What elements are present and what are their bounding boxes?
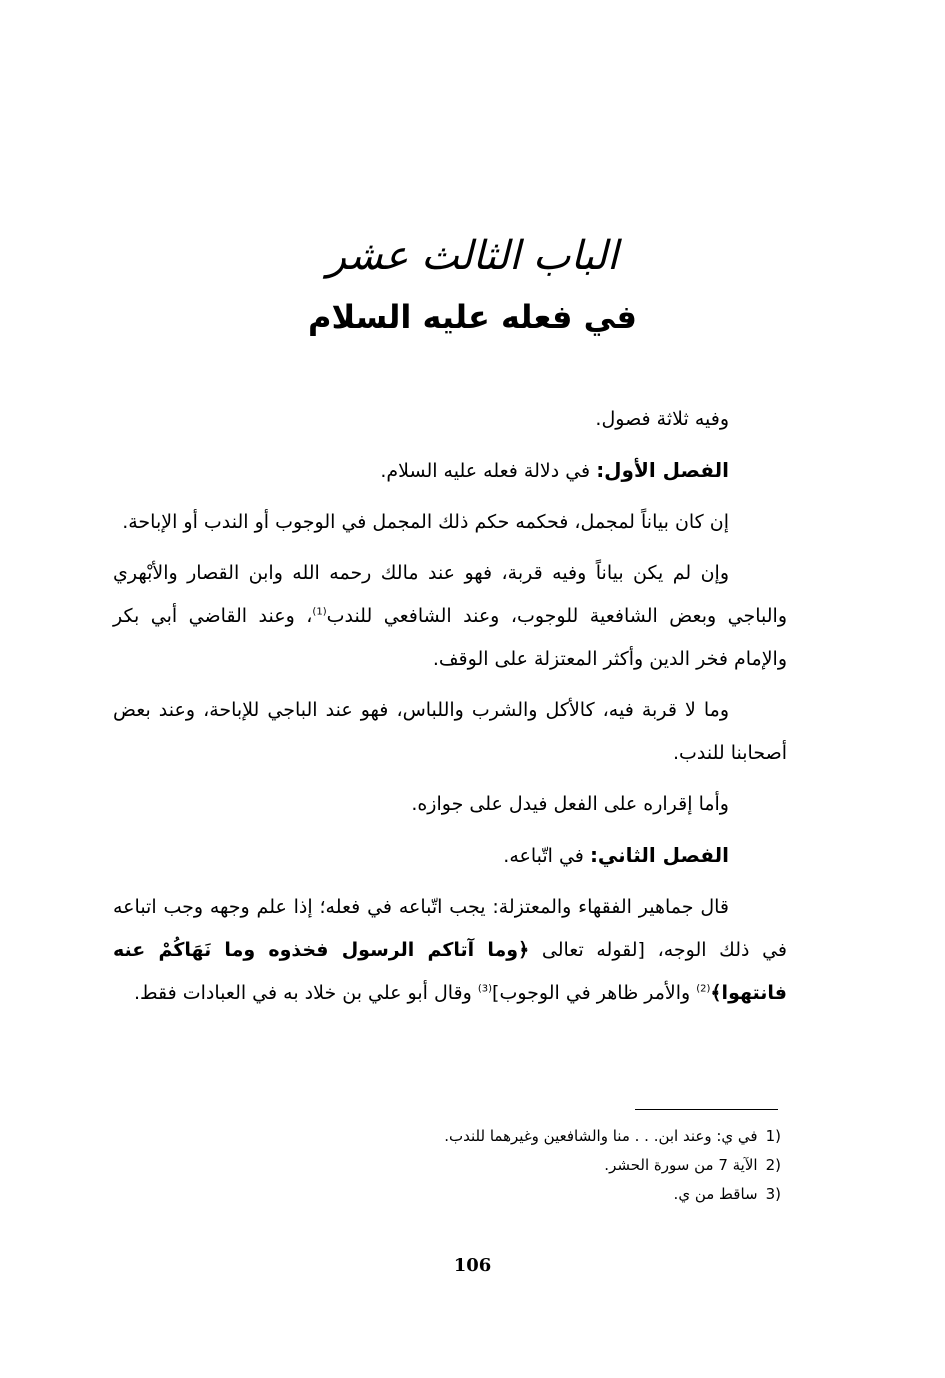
chapter-subtitle: في فعله عليه السلام (308, 298, 637, 336)
quran-verse: ﴿وما آتاكم الرسول فخذوه وما نَهَاكُمْ عنه فانتهوا﴾ (113, 939, 787, 1004)
footnote-ref-2[interactable]: (2) (696, 983, 711, 995)
paragraph-text: ، وعند القاضي أبي بكر والإمام فخر الدين وأكثر المعتزلة على الوقف. (113, 605, 787, 670)
section-heading: الفصل الثاني: (589, 843, 729, 867)
footnote-number: 1) (765, 1127, 781, 1145)
footnote-text: الآية 7 من سورة الحشر. (604, 1156, 758, 1174)
body-text (113, 398, 787, 1023)
section-heading: الفصل الأول: (596, 458, 729, 482)
paragraph-text: إن كان بياناً لمجمل، فحكمه حكم ذلك المجمل في الوجوب أو الندب أو الإباحة. (122, 511, 729, 533)
footnote-divider (635, 1109, 778, 1110)
paragraph-3 (113, 501, 787, 544)
paragraph-4 (113, 552, 787, 681)
paragraph-6 (113, 783, 787, 826)
paragraph-text: وأما إقراره على الفعل فيدل على جوازه. (411, 793, 729, 815)
footnote-ref-1[interactable]: (1) (312, 606, 327, 618)
paragraph-text: وقال أبو علي بن خلاد به في العبادات فقط. (133, 982, 478, 1004)
chapter-title: الباب الثالث عشر (326, 233, 619, 279)
footnote-ref-3[interactable]: (3) (477, 983, 493, 995)
paragraph-text: وما لا قربة فيه، كالأكل والشرب واللباس، فهو عند الباجي للإباحة، وعند بعض أصحابنا للندب. (113, 699, 787, 764)
paragraph-5 (113, 689, 787, 775)
footnote-number: 3) (765, 1185, 781, 1203)
paragraph-text: وإن لم يكن بياناً وفيه قربة، فهو عند مالك رحمه الله وابن القصار والأبْهري والباجي وبعض الشافعية للوجوب، وعند الشافعي للندب (113, 562, 787, 627)
paragraph-section-2 (113, 834, 787, 878)
footnote-text: في ي: وعند ابن. . . منا والشافعين وغيرهما للندب. (444, 1127, 758, 1145)
paragraph-text: قال جماهير الفقهاء والمعتزلة: يجب اتّباعه في فعله؛ إذا علم وجهه وجب اتباعه في ذلك الوجه، [لقوله تعالى (113, 896, 787, 961)
footnote-text: ساقط من ي. (673, 1185, 758, 1203)
paragraph-text: وفيه ثلاثة فصول. (595, 408, 729, 430)
footnote-item (113, 1151, 781, 1180)
paragraph-text: والأمر ظاهر في الوجوب] (492, 982, 697, 1004)
section-heading-text: في دلالة فعله عليه السلام. (380, 460, 597, 482)
footnotes-list (113, 1122, 781, 1209)
paragraph-8 (113, 886, 787, 1015)
footnote-item (113, 1180, 781, 1209)
footnote-number: 2) (765, 1156, 781, 1174)
page-number: 106 (453, 1255, 492, 1276)
paragraph-section-1 (113, 449, 787, 493)
paragraph-intro (113, 398, 787, 441)
section-heading-text: في اتّباعه. (503, 845, 590, 867)
footnote-item (113, 1122, 781, 1151)
